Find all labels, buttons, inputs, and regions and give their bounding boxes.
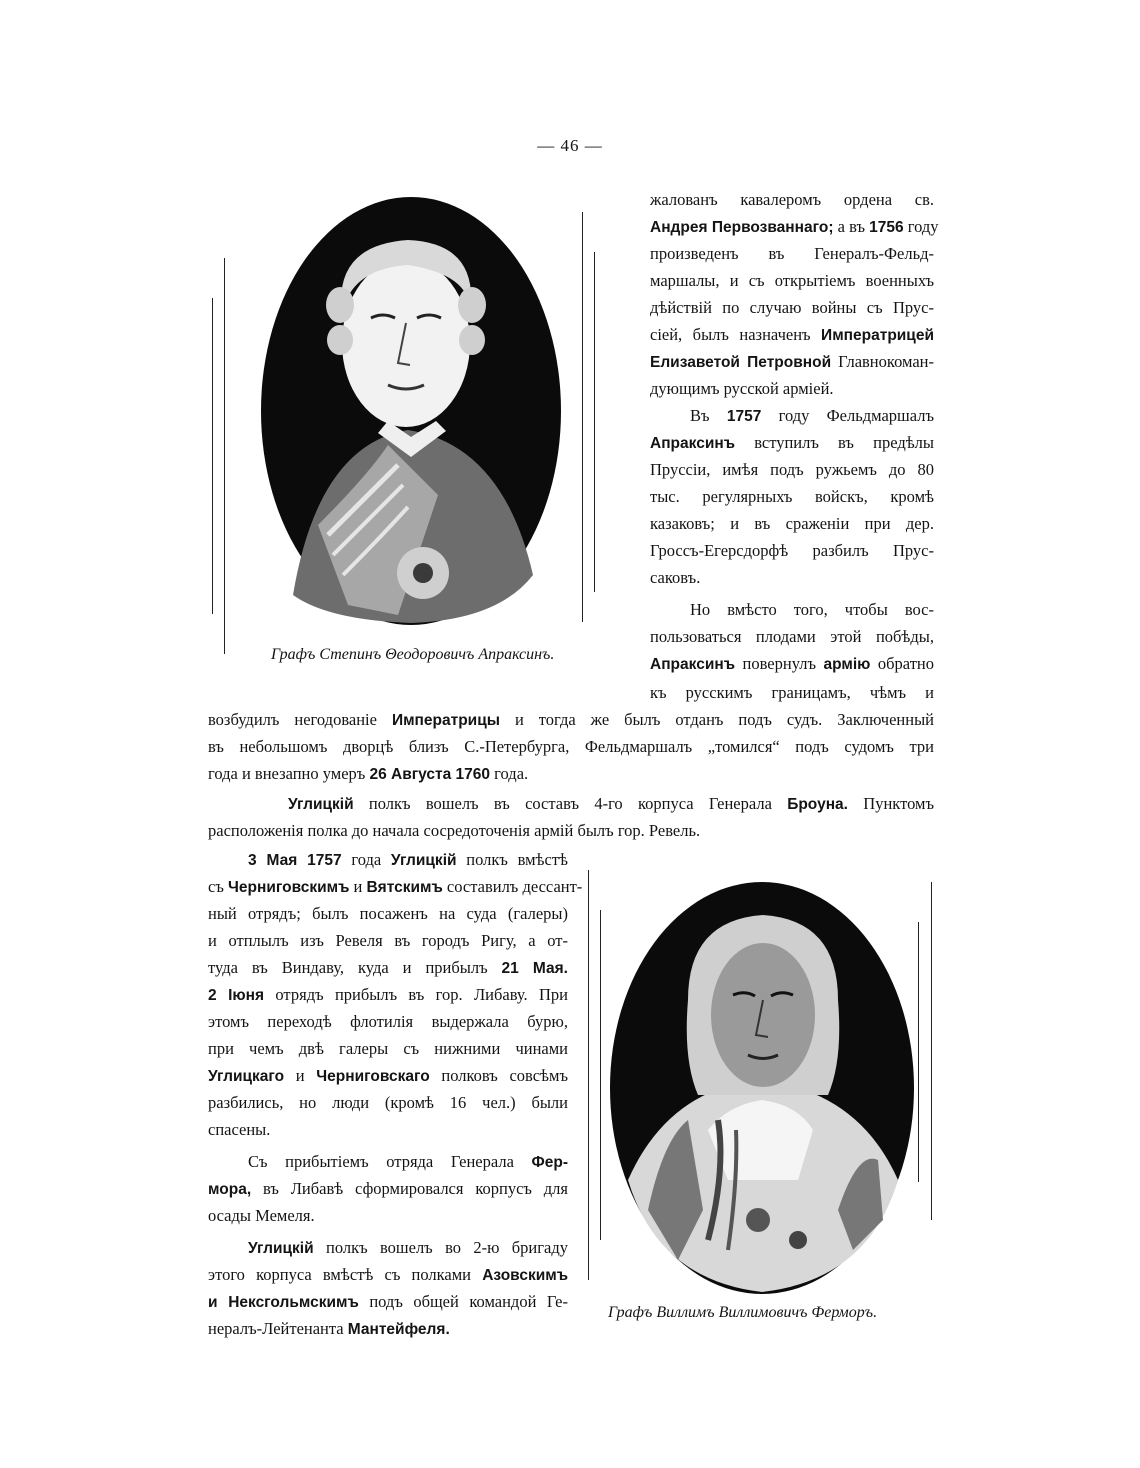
text-line: Въ 1757 году Фельдмаршалъ <box>690 406 934 425</box>
text-line: казаковъ; и въ сраженіи при дер. <box>650 514 934 533</box>
text-line: Пруссіи, имѣя подъ ружьемъ до 80 <box>650 460 934 479</box>
frame-rule <box>224 258 225 654</box>
text-line: дѣйствій по случаю войны съ Прус- <box>650 298 934 317</box>
text-line: Съ прибытіемъ отряда Генерала Фер- <box>248 1152 568 1171</box>
text-line: Апраксинъ вступилъ въ предѣлы <box>650 433 934 452</box>
text-line: пользоваться плодами этой побѣды, <box>650 627 934 646</box>
text-line: въ небольшомъ дворцѣ близъ С.-Петербурга, Фельдмаршалъ „томился“ подъ судомъ три <box>208 737 934 756</box>
text-line: Углицкій полкъ вошелъ во 2-ю бригаду <box>248 1238 568 1257</box>
frame-rule <box>588 870 589 1280</box>
portrait-apraksin <box>258 195 564 627</box>
text-line: саковъ. <box>650 568 701 587</box>
frame-rule <box>931 882 932 1220</box>
portrait-fermor <box>608 880 916 1296</box>
text-line: 3 Мая 1757 года Углицкій полкъ вмѣстѣ <box>248 850 568 869</box>
text-line: ный отрядъ; былъ посаженъ на суда (галеры) <box>208 904 568 923</box>
text-line: Но вмѣсто того, чтобы вос- <box>690 600 934 619</box>
text-line: сіей, былъ назначенъ Императрицей <box>650 325 934 344</box>
text-line: туда въ Виндаву, куда и прибылъ 21 Мая. <box>208 958 568 977</box>
portrait-1-caption: Графъ Степинъ Θеодоровичъ Апраксинъ. <box>271 646 555 663</box>
text-line: этомъ переходѣ флотилія выдержала бурю, <box>208 1012 568 1031</box>
frame-rule <box>600 910 601 1240</box>
text-line: при чемъ двѣ галеры съ нижними чинами <box>208 1039 568 1058</box>
text-line: къ русскимъ границамъ, чѣмъ и <box>650 683 934 702</box>
frame-rule <box>212 298 213 614</box>
text-line: Гроссъ-Егерсдорфѣ разбилъ Прус- <box>650 541 934 560</box>
text-line: и Нексгольмскимъ подъ общей командой Ге- <box>208 1292 568 1311</box>
portrait-2-caption: Графъ Виллимъ Виллимовичъ Ферморъ. <box>608 1304 878 1321</box>
text-line: произведенъ въ Генералъ-Фельд- <box>650 244 934 263</box>
text-line: Апраксинъ повернулъ армію обратно <box>650 654 934 673</box>
text-line: года и внезапно умеръ 26 Августа 1760 года. <box>208 764 529 783</box>
text-line: расположенія полка до начала сосредоточенія армій былъ гор. Ревель. <box>208 821 701 840</box>
text-line: и отплылъ изъ Ревеля въ городъ Ригу, а от- <box>208 931 568 950</box>
text-line: спасены. <box>208 1120 271 1139</box>
text-line: 2 Іюня отрядъ прибылъ въ гор. Либаву. При <box>208 985 568 1004</box>
frame-rule <box>918 922 919 1182</box>
text-line: Углицкій полкъ вошелъ въ составъ 4-го корпуса Генерала Броуна. Пунктомъ <box>288 794 934 813</box>
text-line: съ Черниговскимъ и Вятскимъ составилъ дессант- <box>208 877 583 896</box>
text-line: дующимъ русской арміей. <box>650 379 834 398</box>
text-line: нералъ-Лейтенанта Мантейфеля. <box>208 1319 450 1338</box>
text-line: мора, въ Либавѣ сформировался корпусъ для <box>208 1179 568 1198</box>
text-line: этого корпуса вмѣстѣ съ полками Азовскимъ <box>208 1265 568 1284</box>
text-line: Андрея Первозваннаго; а въ 1756 году <box>650 217 939 236</box>
text-line: Елизаветой Петровной Главнокоман- <box>650 352 934 371</box>
text-line: Углицкаго и Черниговскаго полковъ совсѣмъ <box>208 1066 568 1085</box>
text-line: тыс. регулярныхъ войскъ, кромѣ <box>650 487 934 506</box>
text-line: возбудилъ негодованіе Императрицы и тогда же былъ отданъ подъ судъ. Заключенный <box>208 710 935 729</box>
frame-rule <box>594 252 595 592</box>
page-number: — 46 — <box>537 136 603 155</box>
text-line: маршалы, и съ открытіемъ военныхъ <box>650 271 934 290</box>
frame-rule <box>582 212 583 622</box>
text-line: осады Мемеля. <box>208 1206 315 1225</box>
text-line: жалованъ кавалеромъ ордена св. <box>650 190 934 209</box>
text-line: разбились, но люди (кромѣ 16 чел.) были <box>208 1093 568 1112</box>
